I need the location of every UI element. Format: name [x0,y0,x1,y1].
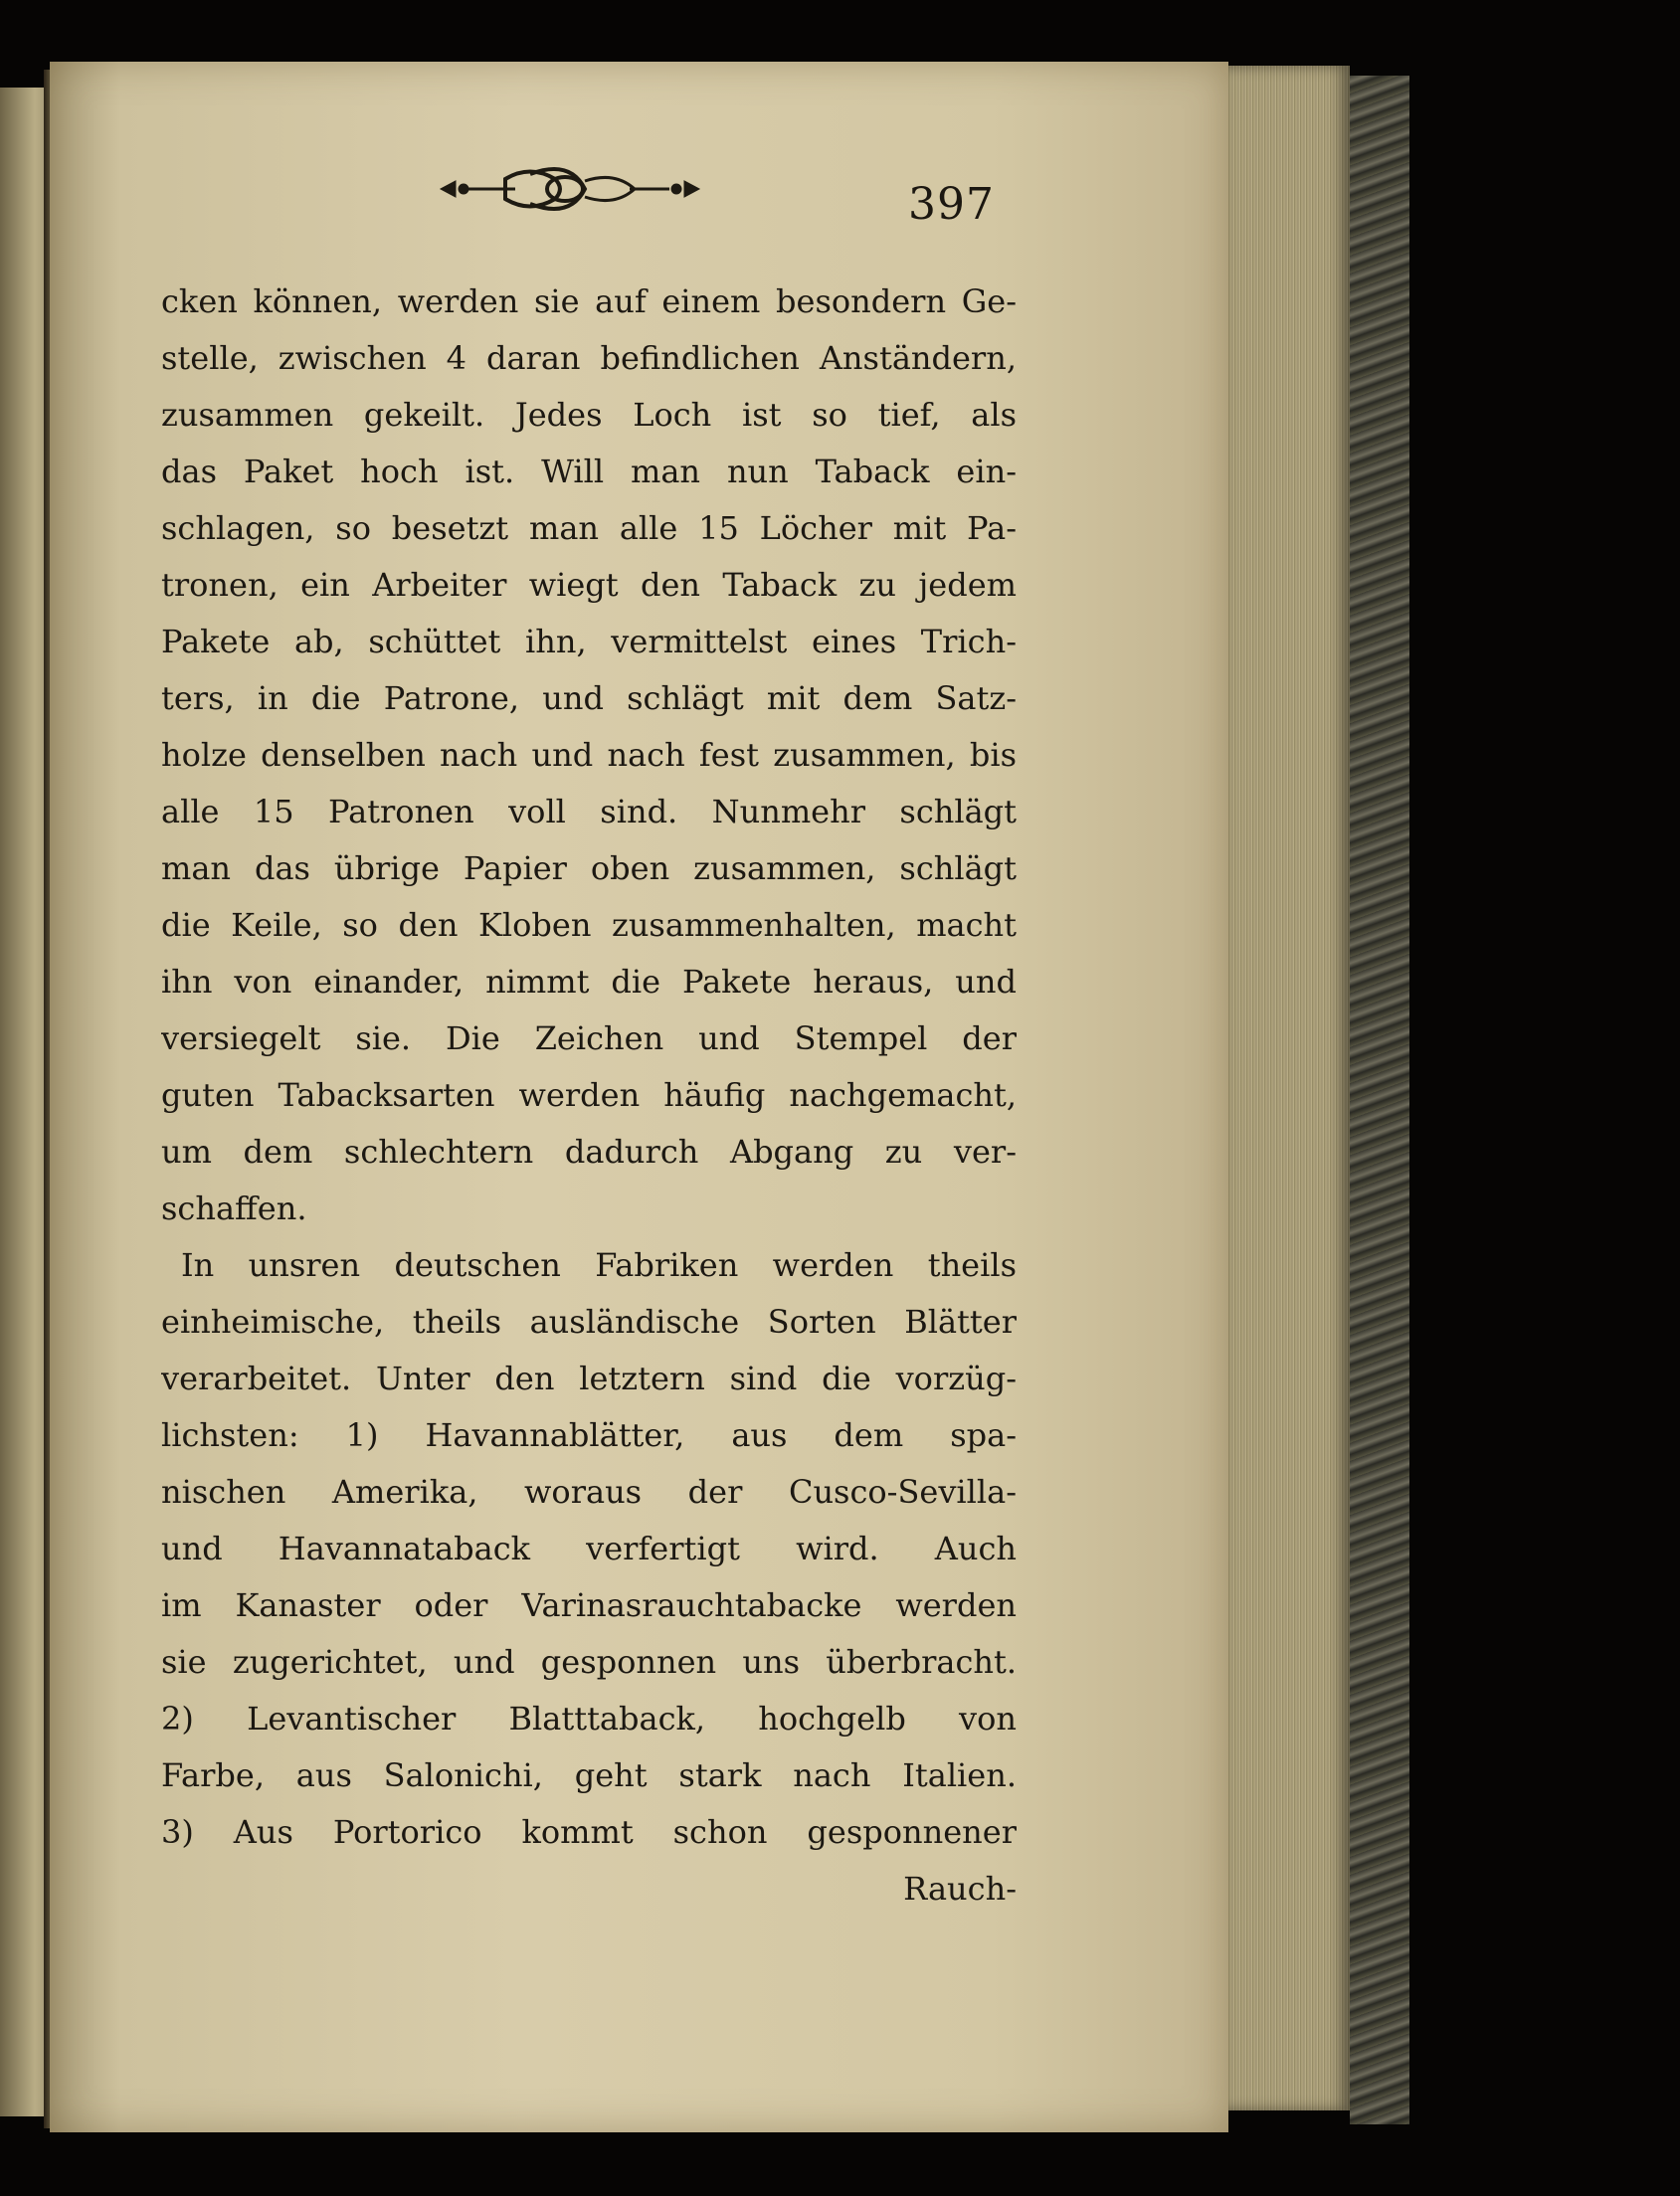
text-line-24: im Kanaster oder Varinasrauchtabacke werden [161,1586,1017,1624]
text-line-10: alle 15 Patronen voll sind. Nunmehr schlägt [161,793,1017,830]
text-line-5: schlagen, so besetzt man alle 15 Löcher mit Pa- [161,509,1017,547]
text-line-7: Pakete ab, schüttet ihn, vermittelst eines Trich- [161,623,1017,660]
text-line-17: schaffen. [161,1190,307,1227]
text-line-12: die Keile, so den Kloben zusammenhalten, macht [161,906,1017,944]
text-line-25: sie zugerichtet, und gesponnen uns überbracht. [161,1643,1017,1681]
text-line-20: verarbeitet. Unter den letztern sind die vorzüg- [161,1360,1017,1397]
printer-ornament-icon [436,159,704,219]
text-line-16: um dem schlechtern dadurch Abgang zu ver- [161,1133,1017,1171]
text-line-4: das Paket hoch ist. Will man nun Taback ein- [161,453,1017,490]
text-line-2: stelle, zwischen 4 daran befindlichen Anständern, [161,339,1017,377]
text-line-3: zusammen gekeilt. Jedes Loch ist so tief, als [161,396,1017,434]
catchword: Rauch- [903,1870,1017,1908]
text-line-9: holze denselben nach und nach fest zusammen, bis [161,736,1017,774]
facing-page-edge [0,88,50,2116]
text-line-1: cken können, werden sie auf einem besondern Ge- [161,282,1017,320]
text-line-21: lichsten: 1) Havannablätter, aus dem spa- [161,1416,1017,1454]
text-line-22: nischen Amerika, woraus der Cusco-Sevilla- [161,1473,1017,1511]
text-line-8: ters, in die Patrone, und schlägt mit dem Satz- [161,679,1017,717]
text-line-6: tronen, ein Arbeiter wiegt den Taback zu jedem [161,566,1017,604]
text-line-15: guten Tabacksarten werden häufig nachgemacht, [161,1076,1017,1114]
text-line-23: und Havannataback verfertigt wird. Auch [161,1530,1017,1567]
text-line-11: man das übrige Papier oben zusammen, schlägt [161,849,1017,887]
page-number: 397 [908,179,995,230]
text-line-18: In unsren deutschen Fabriken werden theils [181,1246,1017,1284]
text-line-19: einheimische, theils ausländische Sorten Blätter [161,1303,1017,1341]
text-line-13: ihn von einander, nimmt die Pakete heraus, und [161,963,1017,1001]
marbled-cover [1350,76,1409,2124]
page-block-edge [1228,66,1350,2110]
text-line-26: 2) Levantischer Blatttaback, hochgelb von [161,1700,1017,1738]
text-line-28: 3) Aus Portorico kommt schon gesponnener [161,1813,1017,1851]
text-line-14: versiegelt sie. Die Zeichen und Stempel der [161,1019,1017,1057]
text-line-27: Farbe, aus Salonichi, geht stark nach Italien. [161,1756,1017,1794]
